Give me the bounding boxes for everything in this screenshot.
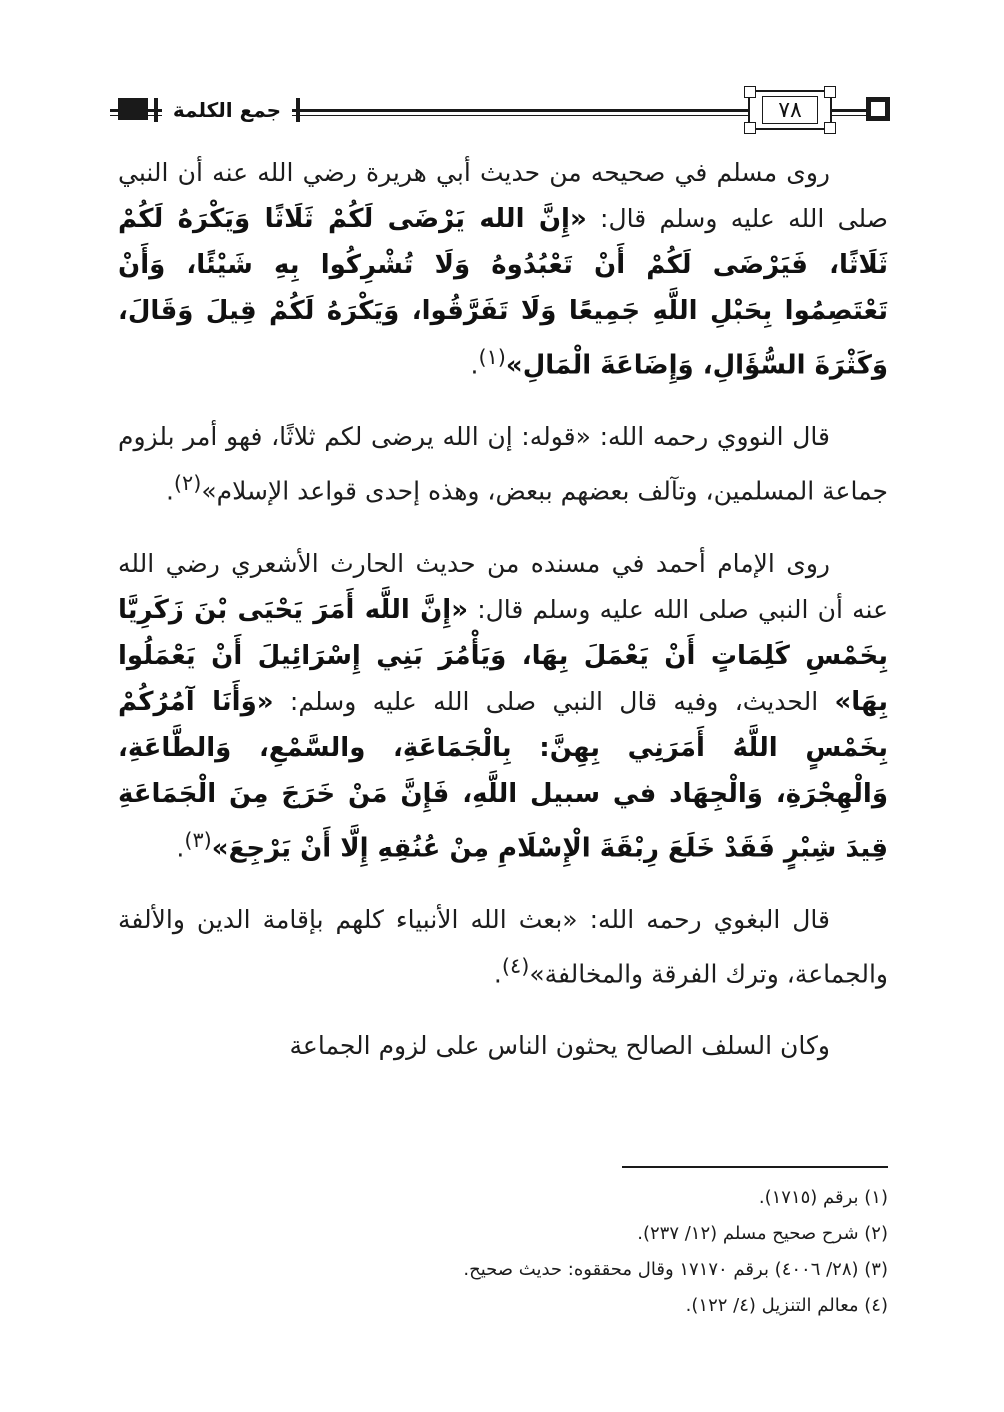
paragraph-tail: . bbox=[493, 959, 502, 989]
hadith-quote: «إِنَّ الله يَرْضَى لَكُمْ ثَلَاثًا وَيَكْرَهُ لَكُمْ ثَلَاثًا، فَيَرْضَى لَكُمْ أَنْ تَعْبُدُوهُ وَلَا تُشْرِكُوا بِهِ شَيْئًا، وَأَنْ تَعْتَصِمُوا بِحَبْلِ اللَّهِ جَمِيعًا وَلَا تَفَرَّقُوا، وَيَكْرَهُ لَكُمْ قِيلَ وَقَالَ، وَكَثْرَةَ السُّؤَالِ، وَإِضَاعَةَ الْمَالِ» bbox=[118, 204, 888, 381]
footnote-item: (١) برقم (١٧١٥). bbox=[758, 1187, 888, 1208]
frame-corner-icon bbox=[824, 122, 836, 134]
footnotes bbox=[118, 1180, 888, 1324]
frame-corner-icon bbox=[744, 86, 756, 98]
paragraph-tail: . bbox=[176, 832, 185, 862]
header-bar-mark-icon bbox=[296, 98, 300, 122]
header-bar-mark-icon bbox=[154, 98, 158, 122]
paragraph-text: روى مسلم في صحيحه من حديث أبي هريرة رضي الله عنه أن النبي صلى الله عليه وسلم قال: bbox=[118, 158, 888, 233]
footnote-separator bbox=[622, 1166, 888, 1168]
hadith-quote: «إِنَّ اللَّه أَمَرَ يَحْيَى بْنَ زَكَرِيَّا بِخَمْسِ كَلِمَاتٍ أَنْ يَعْمَلَ بِهَا، وَيَأْمُرَ بَنِي إِسْرَائِيلَ أَنْ يَعْمَلُوا بِهَا» bbox=[118, 594, 888, 717]
footnote-ref[interactable]: (٣) bbox=[184, 827, 212, 852]
paragraph-text: وكان السلف الصالح يحثون الناس على لزوم الجماعة bbox=[289, 1031, 830, 1061]
footnote-item: (٤) معالم التنزيل (٤/ ١٢٢). bbox=[685, 1295, 888, 1316]
paragraph-baghawi bbox=[118, 897, 888, 997]
paragraph-muslim-hadith bbox=[118, 150, 888, 388]
frame-corner-icon bbox=[744, 122, 756, 134]
footnote-ref[interactable]: (١) bbox=[478, 345, 506, 369]
paragraph-tail: . bbox=[470, 350, 479, 380]
frame-corner-icon bbox=[824, 86, 836, 98]
paragraph-text: روى الإمام أحمد في مسنده من حديث الحارث الأشعري رضي الله عنه أن النبي صلى الله عليه وسلم قال: bbox=[118, 548, 889, 624]
paragraph-tail: . bbox=[165, 476, 174, 506]
main-text bbox=[118, 150, 888, 1095]
paragraph-text: قال البغوي رحمه الله: «بعث الله الأنبياء كلهم بإقامة الدين والألفة والجماعة، وترك الفرقة والمخالفة» bbox=[118, 904, 888, 989]
footnote-ref[interactable]: (٤) bbox=[501, 953, 530, 978]
footnote-item: (٢) شرح صحيح مسلم (١٢/ ٢٣٧). bbox=[637, 1223, 888, 1244]
paragraph-nawawi bbox=[118, 414, 888, 514]
running-title: جمع الكلمة bbox=[162, 94, 292, 126]
footnote-ref[interactable]: (٢) bbox=[173, 471, 202, 496]
page-header bbox=[110, 88, 890, 136]
hadith-quote: «وَأَنَا آمُرُكُمْ بِخَمْسٍ اللَّهُ أَمَرَنِي بِهِنَّ: بِالْجَمَاعَةِ، والسَّمْعِ، وَالطَّاعَةِ، وَالْهِجْرَةِ، وَالْجِهَاد في سبيل اللَّهِ، فَإِنَّ مَنْ خَرَجَ مِنَ الْجَمَاعَةِ قِيدَ شِبْرٍ فَقَدْ خَلَعَ رِبْقَةَ الْإِسْلَامِ مِنْ عُنُقِهِ إِلَّا أَنْ يَرْجِعَ» bbox=[118, 686, 888, 863]
paragraph-ahmad-hadith bbox=[118, 541, 888, 871]
footnote-item: (٣) (٢٨/ ٤٠٠٦) برقم ١٧١٧٠ وقال محققوه: حديث صحيح. bbox=[463, 1259, 888, 1280]
header-ornament-square-icon bbox=[866, 97, 890, 121]
paragraph-text: الحديث، وفيه قال النبي صلى الله عليه وسلم: bbox=[273, 686, 835, 716]
page-number-frame bbox=[748, 90, 832, 130]
page-number: ٧٨ bbox=[762, 96, 818, 124]
header-ornament-block-icon bbox=[118, 98, 148, 120]
paragraph-text: قال النووي رحمه الله: «قوله: إن الله يرضى لكم ثلاثًا، فهو أمر بلزوم جماعة المسلمين، وتآلف بعضهم ببعض، وهذه إحدى قواعد الإسلام» bbox=[118, 422, 888, 506]
paragraph-salaf bbox=[118, 1023, 888, 1069]
